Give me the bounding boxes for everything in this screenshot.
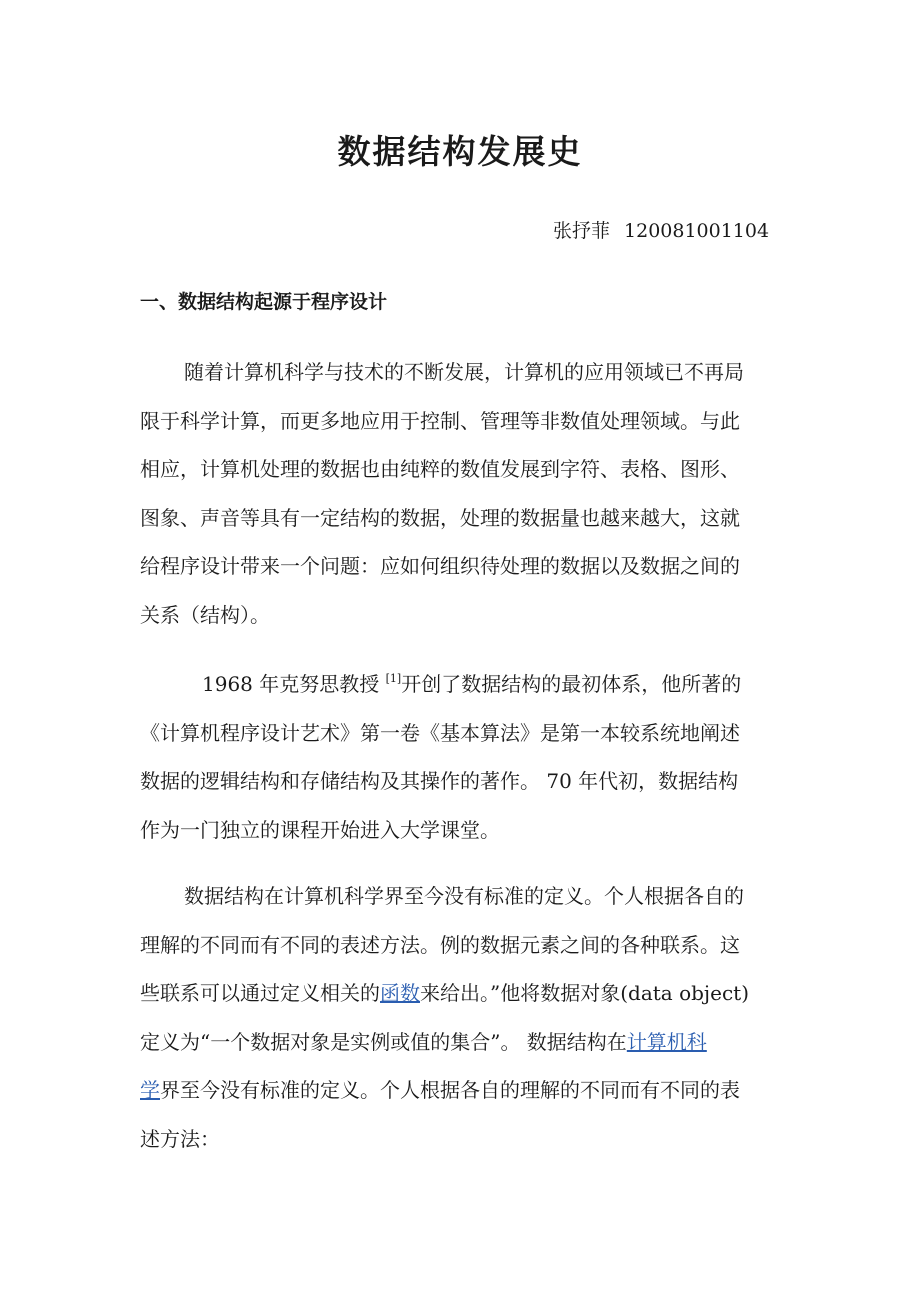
footnote-reference[interactable]: [1]	[385, 672, 402, 685]
paragraph-line: 1968 年克努思教授 [1]开创了数据结构的最初体系，他所著的	[202, 672, 742, 696]
section-heading: 一、数据结构起源于程序设计	[140, 291, 388, 313]
paragraph-line: 限于科学计算，而更多地应用于控制、管理等非数值处理领域。与此	[140, 408, 740, 433]
computer-science-link-continued[interactable]: 学	[140, 1078, 160, 1103]
paragraph-line: 随着计算机科学与技术的不断发展，计算机的应用领域已不再局	[184, 360, 744, 384]
author-name: 张抒菲	[553, 220, 611, 242]
document-title: 数据结构发展史	[337, 132, 583, 171]
paragraph-line: 定义为“一个数据对象是实例或值的集合”。 数据结构在计算机科	[140, 1029, 707, 1054]
paragraph-line: 《计算机程序设计艺术》第一卷《基本算法》是第一本较系统地阐述	[140, 720, 740, 745]
paragraph-line: 述方法：	[140, 1126, 220, 1151]
paragraph-1	[140, 348, 790, 640]
paragraph-line: 学界至今没有标准的定义。个人根据各自的理解的不同而有不同的表	[140, 1078, 740, 1103]
paragraph-line: 给程序设计带来一个问题：应如何组织待处理的数据以及数据之间的	[140, 554, 740, 579]
paragraph-line: 理解的不同而有不同的表述方法。例的数据元素之间的各种联系。这	[140, 932, 740, 957]
paragraph-line: 数据结构在计算机科学界至今没有标准的定义。个人根据各自的	[184, 884, 744, 908]
paragraph-2	[140, 660, 790, 854]
paragraph-3	[140, 872, 790, 1164]
paragraph-line: 些联系可以通过定义相关的函数来给出。”他将数据对象(data object)	[140, 981, 749, 1006]
student-id: 120081001104	[624, 220, 770, 242]
paragraph-line: 数据的逻辑结构和存储结构及其操作的著作。 70 年代初，数据结构	[140, 769, 739, 794]
function-link[interactable]: 函数	[380, 981, 420, 1006]
paragraph-line: 相应，计算机处理的数据也由纯粹的数值发展到字符、表格、图形、	[140, 457, 740, 482]
paragraph-line: 关系（结构）。	[140, 602, 270, 627]
paragraph-line: 图象、声音等具有一定结构的数据，处理的数据量也越来越大，这就	[140, 505, 740, 530]
computer-science-link[interactable]: 计算机科	[626, 1029, 707, 1054]
paragraph-line: 作为一门独立的课程开始进入大学课堂。	[140, 817, 500, 842]
author-line	[553, 216, 769, 246]
